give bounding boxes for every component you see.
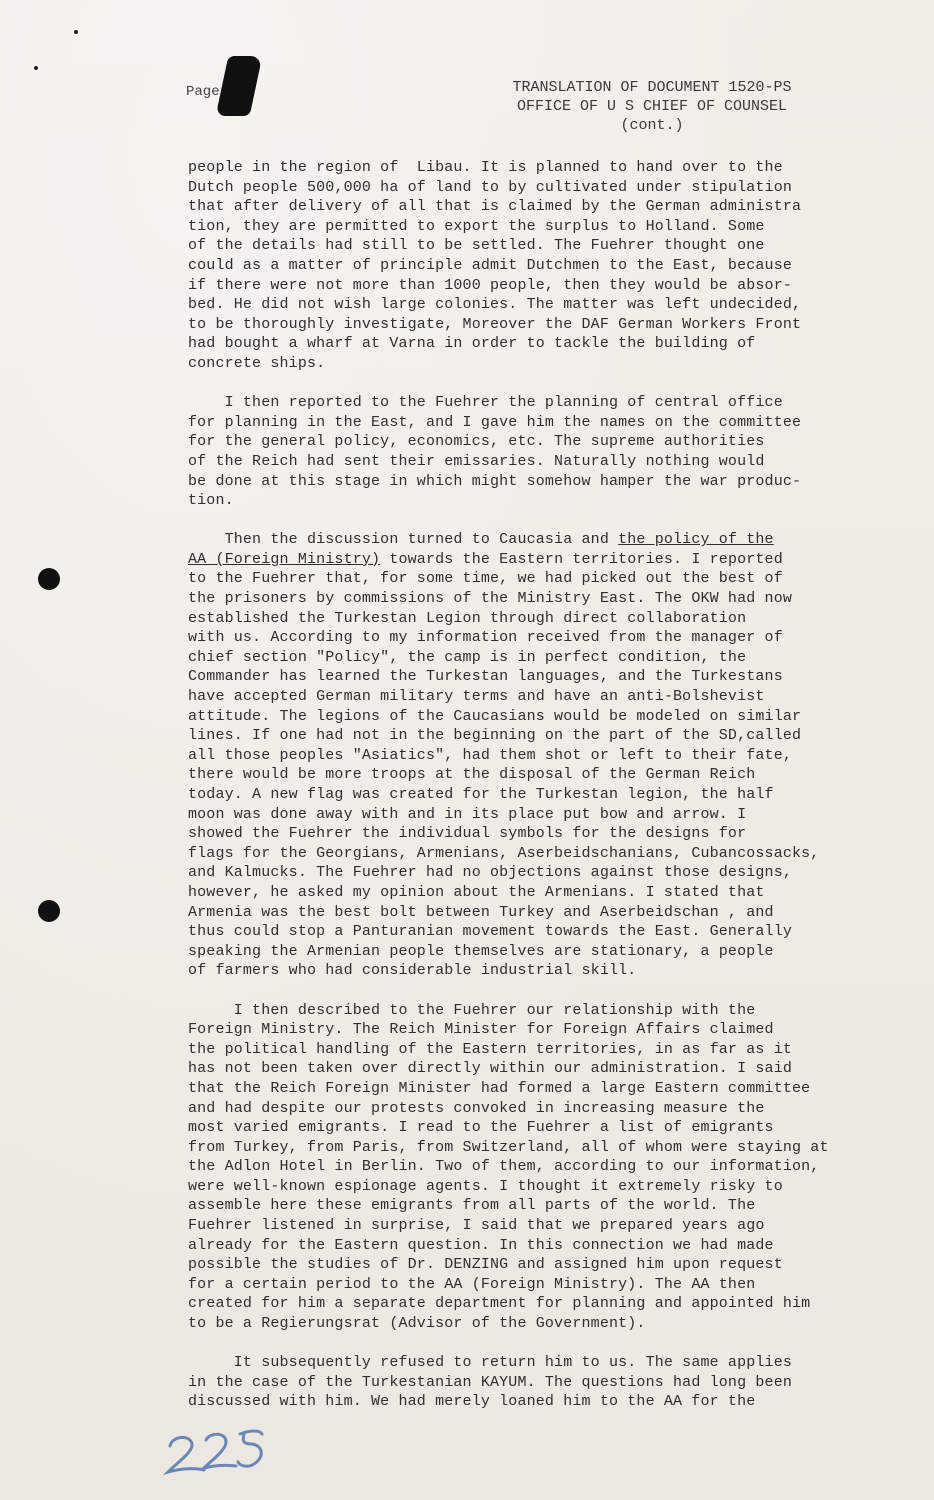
text-line: already for the Eastern question. In this connection we had made xyxy=(188,1236,774,1254)
text-line: that the Reich Foreign Minister had formed a large Eastern committee xyxy=(188,1079,811,1097)
redaction-mark xyxy=(216,56,263,116)
text-line: to be thoroughly investigate, Moreover the DAF German Workers Front xyxy=(188,315,802,333)
text-line: had bought a wharf at Varna in order to tackle the building of xyxy=(188,335,756,353)
text-line: most varied emigrants. I read to the Fuehrer a list of emigrants xyxy=(188,1119,774,1137)
text-line: and Kalmucks. The Fuehrer had no objections against those designs, xyxy=(188,864,792,882)
text-line: and had despite our protests convoked in increasing measure the xyxy=(188,1099,765,1117)
text-line: there would be more troops at the disposal of the German Reich xyxy=(188,766,756,784)
paragraph xyxy=(188,530,868,981)
text-line: for a certain period to the AA (Foreign Ministry). The AA then xyxy=(188,1275,756,1293)
text-line: to the Fuehrer that, for some time, we had picked out the best of xyxy=(188,570,783,588)
paragraph xyxy=(188,1001,868,1334)
text-line: created for him a separate department for planning and appointed him xyxy=(188,1295,811,1313)
text-line: established the Turkestan Legion through direct collaboration xyxy=(188,609,747,627)
text-line xyxy=(188,550,868,570)
text-line: that after delivery of all that is claimed by the German administra xyxy=(188,198,802,216)
page-label: Page xyxy=(186,84,220,100)
text-line: for the general policy, economics, etc. The supreme authorities xyxy=(188,433,765,451)
text-line: the Adlon Hotel in Berlin. Two of them, according to our information, xyxy=(188,1158,820,1176)
text-line: from Turkey, from Paris, from Switzerland, all of whom were staying at xyxy=(188,1138,829,1156)
text-line: were well-known espionage agents. I thought it extremely risky to xyxy=(188,1177,783,1195)
text-line: has not been taken over directly within our administration. I said xyxy=(188,1060,792,1078)
text-line: showed the Fuehrer the individual symbols for the designs for xyxy=(188,825,747,843)
header-title-line1: TRANSLATION OF DOCUMENT 1520-PS xyxy=(512,79,792,96)
text-run: Then the discussion turned to Caucasia and xyxy=(188,531,619,549)
text-line: attitude. The legions of the Caucasians would be modeled on similar xyxy=(188,707,802,725)
paragraph xyxy=(188,393,868,511)
text-line: It subsequently refused to return him to us. The same applies xyxy=(188,1354,792,1372)
text-line: tion. xyxy=(188,492,234,510)
text-line: of the Reich had sent their emissaries. Naturally nothing would xyxy=(188,452,765,470)
text-line: lines. If one had not in the beginning on the part of the SD,called xyxy=(188,727,802,745)
text-line: people in the region of Libau. It is planned to hand over to the xyxy=(188,159,783,176)
paragraph xyxy=(188,1353,868,1412)
punch-hole xyxy=(38,900,60,922)
text-line: however, he asked my opinion about the Armenians. I stated that xyxy=(188,883,765,901)
text-line: assemble here these emigrants from all parts of the world. The xyxy=(188,1197,756,1215)
underlined-text: AA (Foreign Ministry) xyxy=(188,550,381,568)
text-line: in the case of the Turkestanian KAYUM. The questions had long been xyxy=(188,1373,792,1391)
text-line: be done at this stage in which might somehow hamper the war produc- xyxy=(188,472,802,490)
text-line: speaking the Armenian people themselves are stationary, a people xyxy=(188,942,774,960)
text-line: Armenia was the best bolt between Turkey and Aserbeidschan , and xyxy=(188,903,774,921)
text-line: if there were not more than 1000 people, then they would be absor- xyxy=(188,276,792,294)
text-line: with us. According to my information received from the manager of xyxy=(188,629,783,647)
text-line: for planning in the East, and I gave him the names on the committee xyxy=(188,413,802,431)
text-line: Fuehrer listened in surprise, I said that we prepared years ago xyxy=(188,1217,765,1235)
text-line: chief section "Policy", the camp is in perfect condition, the xyxy=(188,648,747,666)
text-line: of farmers who had considerable industrial skill. xyxy=(188,962,637,980)
text-line: have accepted German military terms and have an anti-Bolshevist xyxy=(188,688,765,706)
paragraph xyxy=(188,158,868,374)
text-line: tion, they are permitted to export the surplus to Holland. Some xyxy=(188,217,765,235)
text-line: all those peoples "Asiatics", had them shot or left to their fate, xyxy=(188,746,792,764)
text-line: the prisoners by commissions of the Ministry East. The OKW had now xyxy=(188,590,792,608)
text-line: discussed with him. We had merely loaned him to the AA for the xyxy=(188,1393,756,1411)
text-run: towards the Eastern territories. I reported xyxy=(380,550,783,568)
text-line: I then reported to the Fuehrer the planning of central office xyxy=(188,394,783,412)
document-body xyxy=(188,158,868,1412)
text-line: Foreign Ministry. The Reich Minister for Foreign Affairs claimed xyxy=(188,1021,774,1039)
header-title-line2: OFFICE OF U S CHIEF OF COUNSEL xyxy=(516,98,788,115)
speck-mark xyxy=(74,30,78,34)
text-line: bed. He did not wish large colonies. The matter was left undecided, xyxy=(188,296,802,314)
text-line: today. A new flag was created for the Turkestan legion, the half xyxy=(188,786,774,803)
text-line: could as a matter of principle admit Dutchmen to the East, because xyxy=(188,256,792,274)
speck-mark xyxy=(34,66,38,70)
text-line: concrete ships. xyxy=(188,354,326,372)
text-line: Dutch people 500,000 ha of land to by cultivated under stipulation xyxy=(188,178,792,196)
text-line: I then described to the Fuehrer our relationship with the xyxy=(188,1001,756,1019)
document-header xyxy=(462,78,842,135)
text-line: Commander has learned the Turkestan languages, and the Turkestans xyxy=(188,668,783,686)
text-line: of the details had still to be settled. The Fuehrer thought one xyxy=(188,237,765,255)
handwritten-page-number xyxy=(160,1410,280,1480)
text-line: thus could stop a Panturanian movement towards the East. Generally xyxy=(188,923,792,941)
text-line xyxy=(188,530,868,550)
text-line: possible the studies of Dr. DENZING and assigned him upon request xyxy=(188,1256,783,1274)
punch-hole xyxy=(38,568,60,590)
text-line: flags for the Georgians, Armenians, Aserbeidschanians, Cubancossacks, xyxy=(188,844,820,862)
header-title-line3: (cont.) xyxy=(620,117,684,134)
text-line: moon was done away with and in its place put bow and arrow. I xyxy=(188,805,747,823)
text-line: to be a Regierungsrat (Advisor of the Government). xyxy=(188,1315,646,1333)
underlined-text: the policy of the xyxy=(618,531,774,549)
text-line: the political handling of the Eastern territories, in as far as it xyxy=(188,1040,792,1058)
